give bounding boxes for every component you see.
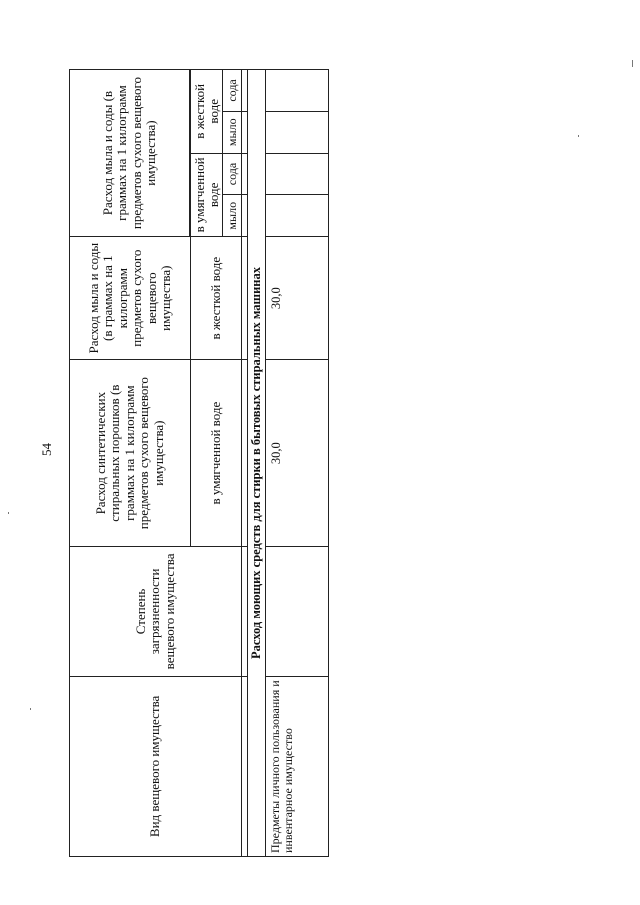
header-soap-soda: Расход мыла и соды (в граммах на 1 килограмм предметов сухого вещевого имущества) <box>70 70 190 237</box>
row-item-type: Предметы личного пользования и инвентарное имущество <box>266 676 329 856</box>
detergent-consumption-table <box>69 69 329 857</box>
rotated-table-container <box>69 69 328 857</box>
section-title: Расход моющих средств для стирки в бытовых стиральных машинах <box>248 70 266 857</box>
row-soil-degree <box>266 547 329 677</box>
header-item-type: Вид вещевого имущества <box>70 676 242 856</box>
subheader-soft-water: в умягченной воде <box>191 153 223 237</box>
subheader-hard-water: в жесткой воде <box>191 237 242 360</box>
subheader-synthetic-soft-water: в умягченной воде <box>191 360 242 547</box>
header-soil-degree: Степень загрязненности вещевого имущества <box>70 547 242 677</box>
scan-mark <box>632 60 633 67</box>
row-soap-soda-hard: 30,0 <box>266 237 329 360</box>
subheader-soda: сода <box>223 153 242 195</box>
scan-mark <box>30 708 31 710</box>
page-number: 54 <box>39 443 54 456</box>
row-hard-soap <box>266 111 329 153</box>
scan-mark <box>578 135 579 137</box>
subheader-soda: сода <box>223 70 242 112</box>
subheader-soap: мыло <box>223 195 242 237</box>
subheader-soap: мыло <box>223 111 242 153</box>
header-synthetic-powder: Расход синтетических стиральных порошков (в граммах на 1 килограмм предметов сухого вещевого имущества) <box>70 360 191 547</box>
subheader-hard-water-right: в жесткой воде <box>191 70 223 154</box>
row-synthetic-soft: 30,0 <box>266 360 329 547</box>
row-soft-soda <box>266 153 329 195</box>
row-soft-soap <box>266 195 329 237</box>
row-hard-soda <box>266 70 329 112</box>
header-soap-soda-hard: Расход мыла и соды (в граммах на 1 килограмм предметов сухого вещевого имущества) <box>70 237 191 360</box>
scan-mark <box>8 512 9 514</box>
